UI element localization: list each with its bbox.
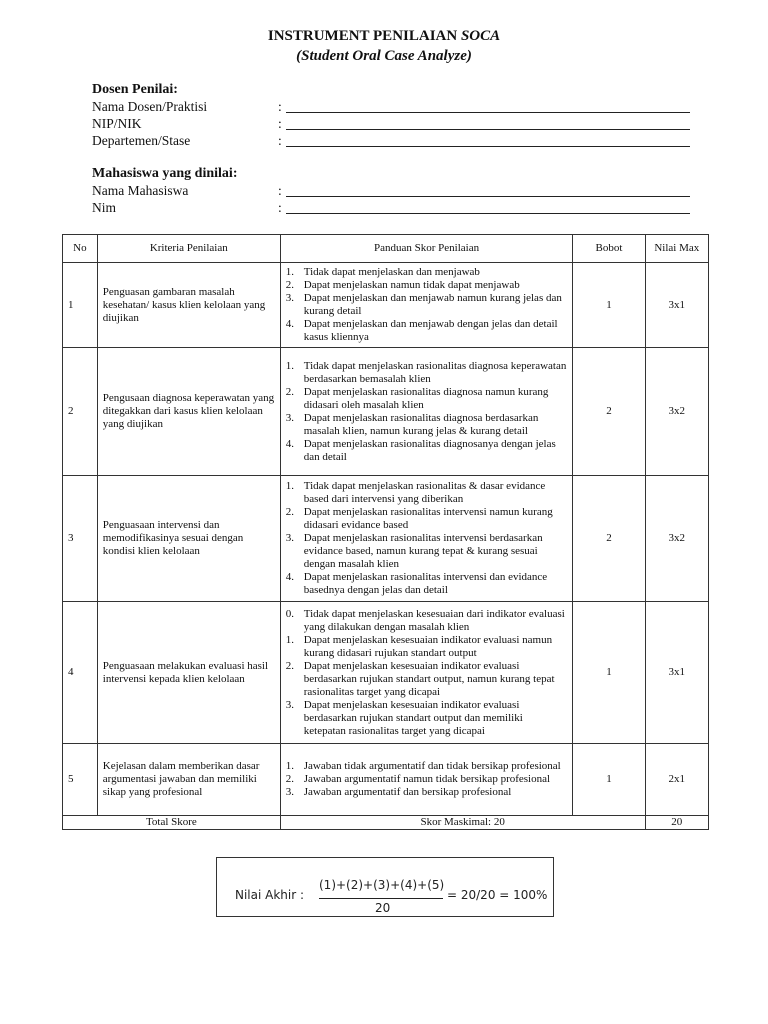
formula-result: = 20/20 = 100% [447, 888, 548, 902]
panduan-list [286, 360, 568, 464]
row-panduan [280, 476, 573, 602]
formula-numerator: (1)+(2)+(3)+(4)+(5) [319, 878, 445, 892]
field-departemen [92, 132, 690, 149]
list-item [286, 438, 568, 464]
field-colon: : [278, 183, 282, 198]
total-label: Total Skore [63, 816, 281, 830]
row-nilai-max: 3x2 [645, 476, 708, 602]
item-text: Dapat menjelaskan rasionalitas intervensi berdasarkan evidance based, namun kurang tepat & kurang sesuai dengan masalah klien [303, 532, 543, 570]
item-number: 1. [285, 359, 294, 372]
row-kriteria: Penguasaan melakukan evaluasi hasil intervensi kepada klien kelolaan [97, 602, 280, 744]
row-panduan [280, 744, 573, 816]
field-colon: : [278, 99, 282, 114]
total-value: 20 [645, 816, 708, 830]
row-no: 4 [63, 602, 98, 744]
item-text: Dapat menjelaskan dan menjawab dengan jelas dan detail kasus kliennya [303, 318, 558, 343]
row-nilai-max: 3x1 [645, 263, 708, 348]
panduan-list [286, 608, 568, 738]
item-text: Dapat menjelaskan rasionalitas intervensi dan evidance basednya dengan jelas dan detail [303, 571, 548, 596]
mahasiswa-heading: Mahasiswa yang dinilai: [92, 166, 238, 181]
item-text: Dapat menjelaskan rasionalitas diagnosa berdasarkan masalah klien, namun kurang jelas & kurang detail [303, 411, 539, 437]
list-item [286, 760, 568, 773]
item-number: 2. [285, 506, 294, 518]
table-row [63, 476, 709, 602]
item-text: Tidak dapat menjelaskan rasionalitas diagnosa keperawatan berdasarkan bemasalah klien [303, 359, 567, 385]
item-text: Dapat menjelaskan kesesuaian indikator evaluasi namun kurang didasari rujukan standart output [303, 633, 553, 659]
row-panduan [280, 348, 573, 476]
field-label: Nama Dosen/Praktisi [92, 99, 208, 114]
item-number: 4. [285, 437, 294, 450]
formula-box [216, 857, 554, 917]
row-kriteria: Kejelasan dalam memberikan dasar argumentasi jawaban dan memiliki sikap yang profesional [97, 744, 280, 816]
field-nim [92, 199, 690, 216]
item-text: Dapat menjelaskan dan menjawab namun kurang jelas dan kurang detail [303, 292, 562, 317]
item-text: Tidak dapat menjelaskan kesesuaian dari indikator evaluasi yang dilakukan dengan masalah klien [303, 607, 565, 633]
item-number: 3. [285, 411, 294, 424]
panduan-list [286, 760, 568, 799]
item-text: Dapat menjelaskan namun tidak dapat menjawab [303, 279, 520, 291]
nama-dosen-input-line[interactable] [286, 100, 690, 113]
title-soca: SOCA [460, 28, 501, 44]
row-bobot: 1 [573, 602, 645, 744]
field-colon: : [278, 200, 282, 215]
list-item [286, 608, 568, 634]
row-panduan [280, 602, 573, 744]
fraction-bar [319, 898, 443, 899]
table-row [63, 744, 709, 816]
panduan-list [286, 266, 568, 344]
item-number: 1. [285, 480, 294, 492]
item-text: Dapat menjelaskan kesesuaian indikator evaluasi berdasarkan rujukan standart output, namun kurang tepat rasionalitas target yang dicapai [303, 659, 555, 698]
dosen-heading: Dosen Penilai: [92, 82, 178, 97]
list-item [286, 279, 568, 292]
list-item [286, 480, 568, 506]
row-nilai-max: 3x1 [645, 602, 708, 744]
row-no: 2 [63, 348, 98, 476]
list-item [286, 634, 568, 660]
item-text: Tidak dapat menjelaskan dan menjawab [303, 266, 480, 278]
departemen-input-line[interactable] [286, 134, 690, 147]
nip-input-line[interactable] [286, 117, 690, 130]
header-panduan: Panduan Skor Penilaian [280, 235, 573, 263]
item-text: Jawaban tidak argumentatif dan tidak bersikap profesional [303, 760, 561, 772]
item-number: 1. [285, 266, 294, 278]
item-number: 0. [285, 607, 294, 620]
item-number: 2. [285, 279, 294, 291]
list-item [286, 506, 568, 532]
list-item [286, 699, 568, 738]
field-label: Nama Mahasiswa [92, 183, 189, 198]
row-no: 5 [63, 744, 98, 816]
item-number: 1. [285, 633, 294, 646]
field-colon: : [278, 116, 282, 131]
list-item [286, 660, 568, 699]
item-text: Tidak dapat menjelaskan rasionalitas & dasar evidance based dari intervensi yang diberikan [303, 480, 546, 505]
row-nilai-max: 2x1 [645, 744, 708, 816]
field-label: Nim [92, 200, 117, 215]
item-number: 4. [285, 318, 294, 330]
formula-denominator: 20 [375, 901, 391, 915]
header-nilai-max: Nilai Max [645, 235, 708, 263]
item-number: 2. [285, 659, 294, 672]
rubric-table [62, 234, 709, 830]
item-text: Dapat menjelaskan rasionalitas intervensi namun kurang didasari evidance based [303, 506, 553, 531]
item-text: Dapat menjelaskan rasionalitas diagnosanya dengan jelas dan detail [303, 437, 556, 463]
row-kriteria: Penguasan gambaran masalah kesehatan/ kasus klien kelolaan yang diujikan [97, 263, 280, 348]
row-bobot: 2 [573, 348, 645, 476]
list-item [286, 571, 568, 597]
list-item [286, 318, 568, 344]
row-kriteria: Pengusaan diagnosa keperawatan yang ditegakkan dari kasus klien kelolaan yang diujikan [97, 348, 280, 476]
list-item [286, 360, 568, 386]
field-nama-dosen [92, 98, 690, 115]
row-bobot: 2 [573, 476, 645, 602]
item-number: 3. [285, 532, 294, 544]
header-no: No [63, 235, 98, 263]
table-row [63, 263, 709, 348]
field-nama-mahasiswa [92, 182, 690, 199]
item-number: 2. [285, 385, 294, 398]
row-no: 3 [63, 476, 98, 602]
list-item [286, 532, 568, 571]
row-bobot: 1 [573, 263, 645, 348]
total-skor-maks: Skor Maskimal: 20 [280, 816, 645, 830]
title-line1: INSTRUMENT PENILAIAN [267, 28, 461, 44]
nama-mahasiswa-input-line[interactable] [286, 184, 690, 197]
header-bobot: Bobot [573, 235, 645, 263]
title-subtitle: (Student Oral Case Analyze) [296, 48, 472, 64]
row-bobot: 1 [573, 744, 645, 816]
item-text: Dapat menjelaskan rasionalitas diagnosa namun kurang didasari oleh masalah klien [303, 385, 549, 411]
item-number: 3. [285, 786, 294, 798]
row-no: 1 [63, 263, 98, 348]
item-number: 2. [285, 773, 294, 785]
item-text: Jawaban argumentatif namun tidak bersikap profesional [303, 773, 551, 785]
item-number: 1. [285, 760, 294, 772]
field-label: Departemen/Stase [92, 133, 191, 148]
field-label: NIP/NIK [92, 116, 142, 131]
item-text: Jawaban argumentatif dan bersikap profesional [303, 786, 512, 798]
list-item [286, 786, 568, 799]
header-kriteria: Kriteria Penilaian [97, 235, 280, 263]
item-text: Dapat menjelaskan kesesuaian indikator evaluasi berdasarkan rujukan standart output dan memiliki ketepatan rasionalitas target yang dicapai [303, 698, 523, 737]
table-header-row [63, 235, 709, 263]
field-colon: : [278, 133, 282, 148]
list-item [286, 292, 568, 318]
panduan-list [286, 480, 568, 597]
list-item [286, 773, 568, 786]
item-number: 3. [285, 698, 294, 711]
field-nip [92, 115, 690, 132]
list-item [286, 412, 568, 438]
item-number: 3. [285, 292, 294, 304]
nim-input-line[interactable] [286, 201, 690, 214]
list-item [286, 266, 568, 279]
row-nilai-max: 3x2 [645, 348, 708, 476]
table-row [63, 348, 709, 476]
total-row [63, 816, 709, 830]
list-item [286, 386, 568, 412]
row-kriteria: Penguasaan intervensi dan memodifikasinya sesuai dengan kondisi klien kelolaan [97, 476, 280, 602]
item-number: 4. [285, 571, 294, 583]
row-panduan [280, 263, 573, 348]
formula-label: Nilai Akhir : [235, 888, 305, 902]
document-title [0, 26, 768, 66]
table-row [63, 602, 709, 744]
